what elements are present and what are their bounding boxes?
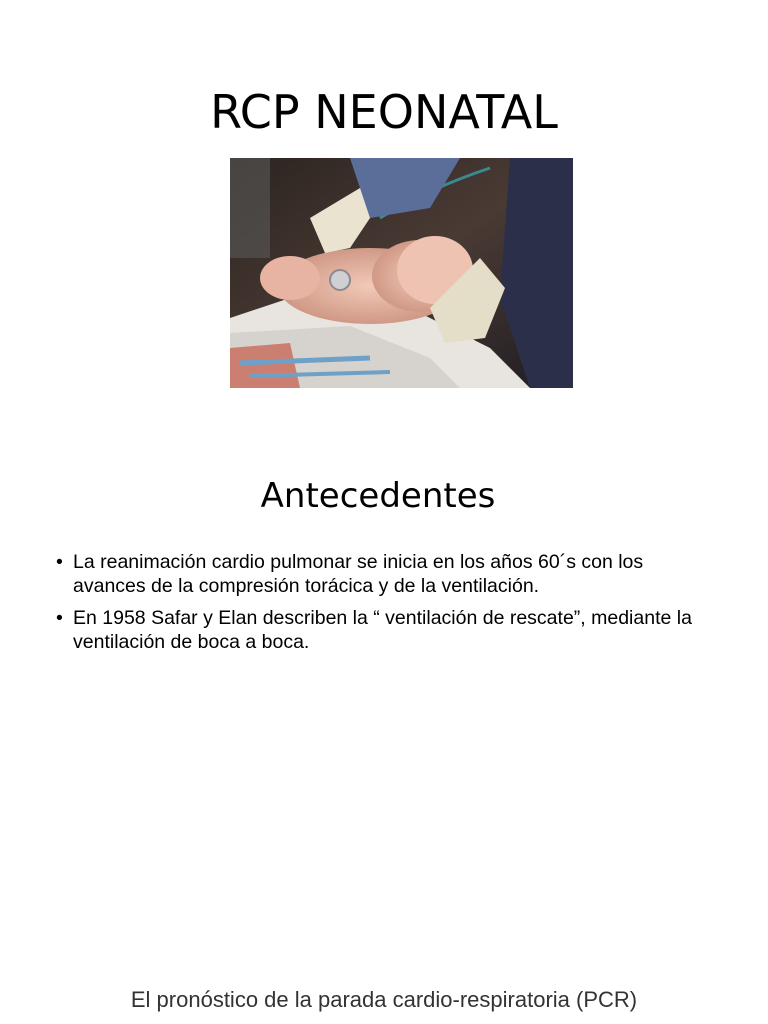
bullet-text: En 1958 Safar y Elan describen la “ ventilación de rescate”, mediante la ventilación de boca a boca. — [73, 607, 692, 653]
list-item — [56, 550, 716, 598]
bullet-text: La reanimación cardio pulmonar se inicia en los años 60´s con los avances de la compresión torácica y de la ventilación. — [73, 551, 644, 597]
newborn-resuscitation-photo — [230, 158, 573, 388]
bullet-icon: • — [56, 607, 63, 629]
bullet-list — [56, 550, 716, 662]
next-slide-text: El pronóstico de la parada cardio-respiratoria (PCR) — [130, 987, 638, 1012]
photo-illustration — [230, 158, 573, 388]
slide-title: RCP NEONATAL — [210, 85, 558, 139]
bullet-icon: • — [56, 551, 63, 573]
list-item — [56, 606, 716, 654]
section-heading: Antecedentes — [260, 476, 496, 516]
